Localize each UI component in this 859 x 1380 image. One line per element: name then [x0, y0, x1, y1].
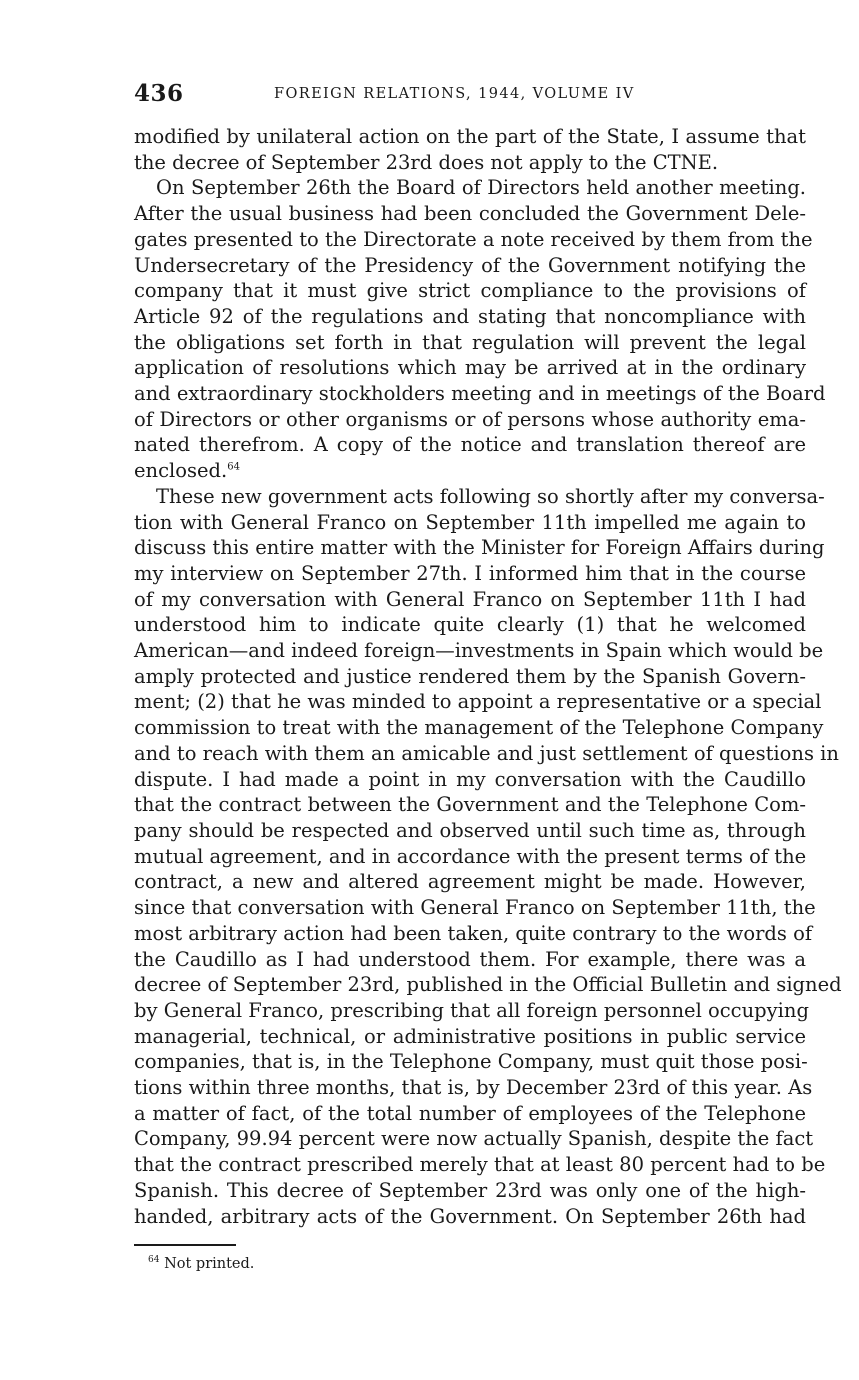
text-line: handed, arbitrary acts of the Government. On September 26th had [134, 1204, 806, 1228]
text-line: Company, 99.94 percent were now actually Spanish, despite the fact [134, 1127, 814, 1151]
text-line: ment; (2) that he was minded to appoint a representative or a special [134, 690, 822, 714]
text-line: that the contract prescribed merely that at least 80 percent had to be [134, 1153, 826, 1177]
footnote-divider [134, 1244, 236, 1246]
text-line: amply protected and justice rendered them by the Spanish Govern- [134, 664, 806, 688]
text-line: discuss this entire matter with the Minister for Foreign Affairs during [134, 536, 825, 560]
text-line [134, 458, 806, 484]
body-text [134, 124, 842, 1229]
text-line: that the contract between the Government and the Telephone Com- [134, 793, 806, 817]
text-line: of Directors or other organisms or of persons whose authority ema- [134, 407, 806, 431]
text-line: application of resolutions which may be arrived at in the ordinary [134, 356, 806, 380]
text-line: contract, a new and altered agreement might be made. However, [134, 870, 806, 894]
footnote-text: Not printed. [164, 1256, 255, 1272]
text-line: the Caudillo as I had understood them. For example, there was a [134, 947, 806, 971]
text-line: of my conversation with General Franco on September 11th I had [134, 587, 806, 611]
text-line: mutual agreement, and in accordance with the present terms of the [134, 844, 807, 868]
text-line: my interview on September 27th. I informed him that in the course [134, 561, 806, 585]
page-header [134, 80, 806, 110]
running-head: FOREIGN RELATIONS, 1944, VOLUME IV [274, 86, 635, 102]
text-line: American—and indeed foreign—investments in Spain which would be [134, 639, 824, 663]
footnote [148, 1254, 254, 1274]
text-line: Undersecretary of the Presidency of the Government notifying the [134, 253, 806, 277]
text-line: the decree of September 23rd does not apply to the CTNE. [134, 150, 719, 174]
text-line: gates presented to the Directorate a note received by them from the [134, 227, 813, 251]
text-line: pany should be respected and observed until such time as, through [134, 818, 806, 842]
text-line: company that it must give strict compliance to the provisions of [134, 279, 806, 303]
text-line: nated therefrom. A copy of the notice and translation thereof are [134, 433, 806, 457]
text-line: a matter of fact, of the total number of employees of the Telephone [134, 1101, 806, 1125]
text-line: the obligations set forth in that regulation will prevent the legal [134, 330, 806, 354]
text-line: understood him to indicate quite clearly (1) that he welcomed [134, 613, 806, 637]
text-line: modified by unilateral action on the part of the State, I assume that [134, 125, 806, 148]
paragraph-government-acts [134, 484, 842, 1229]
page-number: 436 [134, 80, 184, 107]
text-line: commission to treat with the management of the Telephone Company [134, 716, 824, 740]
paragraph-continued [134, 124, 806, 175]
text-line: dispute. I had made a point in my conversation with the Caudillo [134, 767, 806, 791]
text-line: Spanish. This decree of September 23rd was only one of the high- [134, 1178, 806, 1202]
text-line-content: enclosed. [134, 459, 228, 483]
text-line: most arbitrary action had been taken, quite contrary to the words of [134, 921, 813, 945]
text-line: tions within three months, that is, by December 23rd of this year. As [134, 1076, 813, 1100]
text-line: managerial, technical, or administrative positions in public service [134, 1024, 806, 1048]
footnote-reference: 64 [227, 461, 240, 473]
footnote-marker: 64 [148, 1255, 160, 1266]
text-line: On September 26th the Board of Directors held another meeting. [156, 176, 806, 200]
text-line: After the usual business had been concluded the Government Dele- [134, 202, 806, 226]
text-line: by General Franco, prescribing that all foreign personnel occupying [134, 998, 809, 1022]
paragraph-board-meeting [134, 175, 826, 483]
text-line: and extraordinary stockholders meeting and in meetings of the Board [134, 382, 826, 406]
text-line: Article 92 of the regulations and stating that noncompliance with [134, 304, 806, 328]
text-line: These new government acts following so shortly after my conversa- [156, 484, 825, 508]
text-line: tion with General Franco on September 11th impelled me again to [134, 510, 806, 534]
text-line: and to reach with them an amicable and just settlement of questions in [134, 741, 839, 765]
text-line: decree of September 23rd, published in the Official Bulletin and signed [134, 973, 842, 997]
text-line: since that conversation with General Franco on September 11th, the [134, 896, 816, 920]
text-line: companies, that is, in the Telephone Company, must quit those posi- [134, 1050, 808, 1074]
